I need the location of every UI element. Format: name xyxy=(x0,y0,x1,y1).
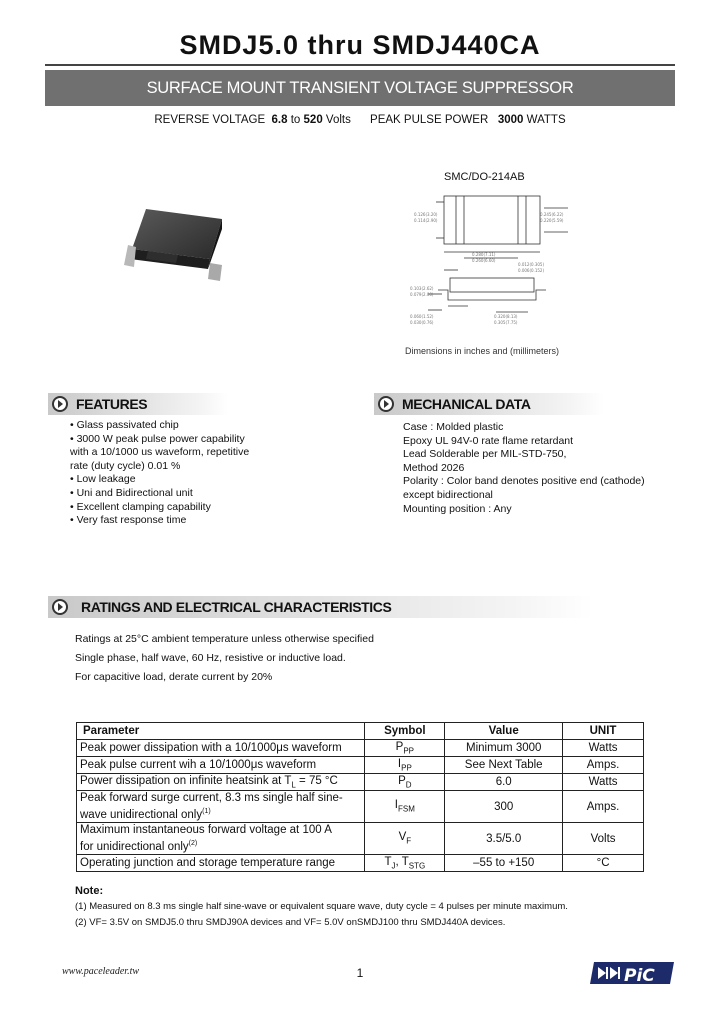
unit-cell: Volts xyxy=(563,823,644,855)
table-row xyxy=(77,855,644,872)
svg-text:0.245(6.22): 0.245(6.22) xyxy=(540,212,564,217)
svg-text:0.280(7.11): 0.280(7.11) xyxy=(472,252,496,257)
reverse-voltage-label: REVERSE VOLTAGE xyxy=(154,114,266,126)
ratings-line: Ratings at 25°C ambient temperature unless otherwise specified xyxy=(75,633,374,645)
feature-item: • Low leakage xyxy=(70,473,136,486)
mechanical-item: Mounting position : Any xyxy=(403,502,512,515)
unit-cell: Amps. xyxy=(563,757,644,774)
svg-text:0.320(8.13): 0.320(8.13) xyxy=(494,314,518,319)
spec-line xyxy=(0,114,720,126)
logo-text: PiC xyxy=(624,966,655,986)
table-row xyxy=(77,740,644,757)
parameter-cell: Peak pulse current wih a 10/1000μs waveform xyxy=(77,757,365,774)
note-2: (2) VF= 3.5V on SMDJ5.0 thru SMDJ90A devices and VF= 5.0V onSMDJ100 thru SMDJ440A devices. xyxy=(75,917,506,928)
svg-text:0.260(6.60): 0.260(6.60) xyxy=(472,258,496,263)
ratings-table xyxy=(76,722,644,872)
mechanical-item: Method 2026 xyxy=(403,461,465,474)
footnote-ref: (2) xyxy=(188,840,198,848)
symbol-cell xyxy=(365,823,445,855)
feature-item: • 3000 W peak pulse power capability xyxy=(70,432,245,445)
features-list xyxy=(70,419,249,528)
ratings-line: Single phase, half wave, 60 Hz, resistive or inductive load. xyxy=(75,652,346,664)
parameter-text: Peak forward surge current, 8.3 ms single half sine- xyxy=(80,792,343,805)
parameter-subscript: L xyxy=(291,780,296,790)
symbol-subscript: FSM xyxy=(398,804,415,814)
package-outline-drawing xyxy=(408,186,578,336)
symbol-subscript: PP xyxy=(403,746,415,756)
parameter-cell xyxy=(77,774,365,791)
table-row xyxy=(77,791,644,823)
unit-cell: °C xyxy=(563,855,644,872)
unit-cell: Watts xyxy=(563,740,644,757)
svg-text:0.030(0.76): 0.030(0.76) xyxy=(410,320,434,325)
feature-item: • Excellent clamping capability xyxy=(70,500,211,513)
parameter-cell: Peak power dissipation with a 10/1000μs waveform xyxy=(77,740,365,757)
reverse-voltage-min: 6.8 xyxy=(271,114,288,126)
svg-text:0.006(0.152): 0.006(0.152) xyxy=(518,268,545,273)
page-number: 1 xyxy=(356,966,364,980)
svg-text:0.220(5.59): 0.220(5.59) xyxy=(540,218,564,223)
value-cell: 3.5/5.0 xyxy=(445,823,563,855)
package-label: SMC/DO-214AB xyxy=(444,171,525,183)
ratings-conditions xyxy=(75,630,374,687)
svg-text:0.305(7.75): 0.305(7.75) xyxy=(494,320,518,325)
unit-cell: Amps. xyxy=(563,791,644,823)
symbol-cell xyxy=(365,855,445,872)
mechanical-item: Epoxy UL 94V-0 rate flame retardant xyxy=(403,434,574,447)
ratings-heading-text: RATINGS AND ELECTRICAL CHARACTERISTICS xyxy=(81,599,392,615)
symbol-cell xyxy=(365,740,445,757)
table-row xyxy=(77,757,644,774)
banner-text: SURFACE MOUNT TRANSIENT VOLTAGE SUPPRESSOR xyxy=(146,79,574,97)
header-parameter: Parameter xyxy=(77,723,365,740)
arrow-circle-icon xyxy=(51,395,69,413)
footer-url: www.paceleader.tw xyxy=(62,966,140,977)
table-row xyxy=(77,823,644,855)
parameter-cell xyxy=(77,823,365,855)
symbol-subscript: PP xyxy=(401,763,412,773)
parameter-cell: Operating junction and storage temperature range xyxy=(77,855,365,872)
feature-item: rate (duty cycle) 0.01 % xyxy=(70,459,181,472)
value-cell: 6.0 xyxy=(445,774,563,791)
mechanical-heading-text: MECHANICAL DATA xyxy=(402,396,531,412)
mechanical-item: Polarity : Color band denotes positive end (cathode) xyxy=(403,475,645,488)
arrow-circle-icon xyxy=(51,598,69,616)
features-heading xyxy=(48,393,228,415)
value-cell: See Next Table xyxy=(445,757,563,774)
feature-item: • Uni and Bidirectional unit xyxy=(70,486,193,499)
notes-heading: Note: xyxy=(75,885,104,897)
features-heading-text: FEATURES xyxy=(76,396,148,412)
feature-item: • Very fast response time xyxy=(70,514,187,527)
reverse-voltage-to: to xyxy=(290,114,301,126)
symbol-main: P xyxy=(398,774,406,787)
symbol-subscript: F xyxy=(406,836,412,846)
symbol-main: I xyxy=(397,757,402,770)
pic-logo xyxy=(590,958,676,988)
svg-text:0.060(1.52): 0.060(1.52) xyxy=(410,314,434,319)
parameter-text: Maximum instantaneous forward voltage at 100 A xyxy=(80,824,332,837)
svg-text:0.012(0.305): 0.012(0.305) xyxy=(518,262,545,267)
symbol-cell xyxy=(365,757,445,774)
mechanical-item: Case : Molded plastic xyxy=(403,421,504,433)
peak-pulse-power-label: PEAK PULSE POWER xyxy=(370,114,489,126)
svg-text:0.103(2.62): 0.103(2.62) xyxy=(410,286,434,291)
feature-item: with a 10/1000 us waveform, repetitive xyxy=(70,446,250,459)
table-row xyxy=(77,774,644,791)
mechanical-item: except bidirectional xyxy=(403,488,493,501)
component-photo xyxy=(118,205,238,290)
peak-pulse-power-unit: WATTS xyxy=(526,114,566,126)
dimension-note: Dimensions in inches and (millimeters) xyxy=(405,346,560,356)
title-rule xyxy=(45,64,675,66)
ratings-heading xyxy=(48,596,593,618)
peak-pulse-power-value: 3000 xyxy=(497,114,524,126)
symbol-subscript: J xyxy=(391,861,396,871)
table-header-row xyxy=(77,723,644,740)
symbol-main: T xyxy=(384,855,392,868)
parameter-cell xyxy=(77,791,365,823)
arrow-circle-icon xyxy=(377,395,395,413)
symbol-subscript: D xyxy=(405,780,412,790)
reverse-voltage-max: 520 xyxy=(303,114,323,126)
parameter-text: for unidirectional only xyxy=(80,840,189,853)
svg-text:0.079(2.00): 0.079(2.00) xyxy=(410,292,434,297)
feature-item: • Glass passivated chip xyxy=(70,419,179,431)
notes xyxy=(75,883,568,931)
symbol-main: P xyxy=(395,740,404,753)
svg-text:0.114(2.90): 0.114(2.90) xyxy=(414,218,438,223)
symbol-subscript: STG xyxy=(408,861,426,871)
reverse-voltage-unit: Volts xyxy=(325,114,351,126)
page-title: SMDJ5.0 thru SMDJ440CA xyxy=(179,30,541,60)
value-cell: Minimum 3000 xyxy=(445,740,563,757)
title-banner xyxy=(45,70,675,106)
symbol-main: V xyxy=(398,831,407,844)
svg-text:0.126(3.20): 0.126(3.20) xyxy=(414,212,438,217)
note-1: (1) Measured on 8.3 ms single half sine-wave or equivalent square wave, duty cycle = 4 pulses per minute maximum. xyxy=(75,901,568,912)
ratings-line: For capacitive load, derate current by 20% xyxy=(75,671,273,683)
value-cell: 300 xyxy=(445,791,563,823)
mechanical-list xyxy=(403,421,645,516)
symbol-cell xyxy=(365,791,445,823)
symbol-main: I xyxy=(394,799,398,812)
symbol-cell xyxy=(365,774,445,791)
header-value: Value xyxy=(445,723,563,740)
header-unit: UNIT xyxy=(563,723,644,740)
mechanical-heading xyxy=(374,393,604,415)
footnote-ref: (1) xyxy=(202,808,211,816)
unit-cell: Watts xyxy=(563,774,644,791)
parameter-text: = 75 °C xyxy=(295,774,338,787)
parameter-text: wave unidirectional only xyxy=(80,808,203,821)
mechanical-item: Lead Solderable per MIL-STD-750, xyxy=(403,448,567,461)
parameter-text: Power dissipation on infinite heatsink at T xyxy=(80,774,292,787)
header-symbol: Symbol xyxy=(365,723,445,740)
value-cell: –55 to +150 xyxy=(445,855,563,872)
symbol-main: , T xyxy=(395,855,409,868)
